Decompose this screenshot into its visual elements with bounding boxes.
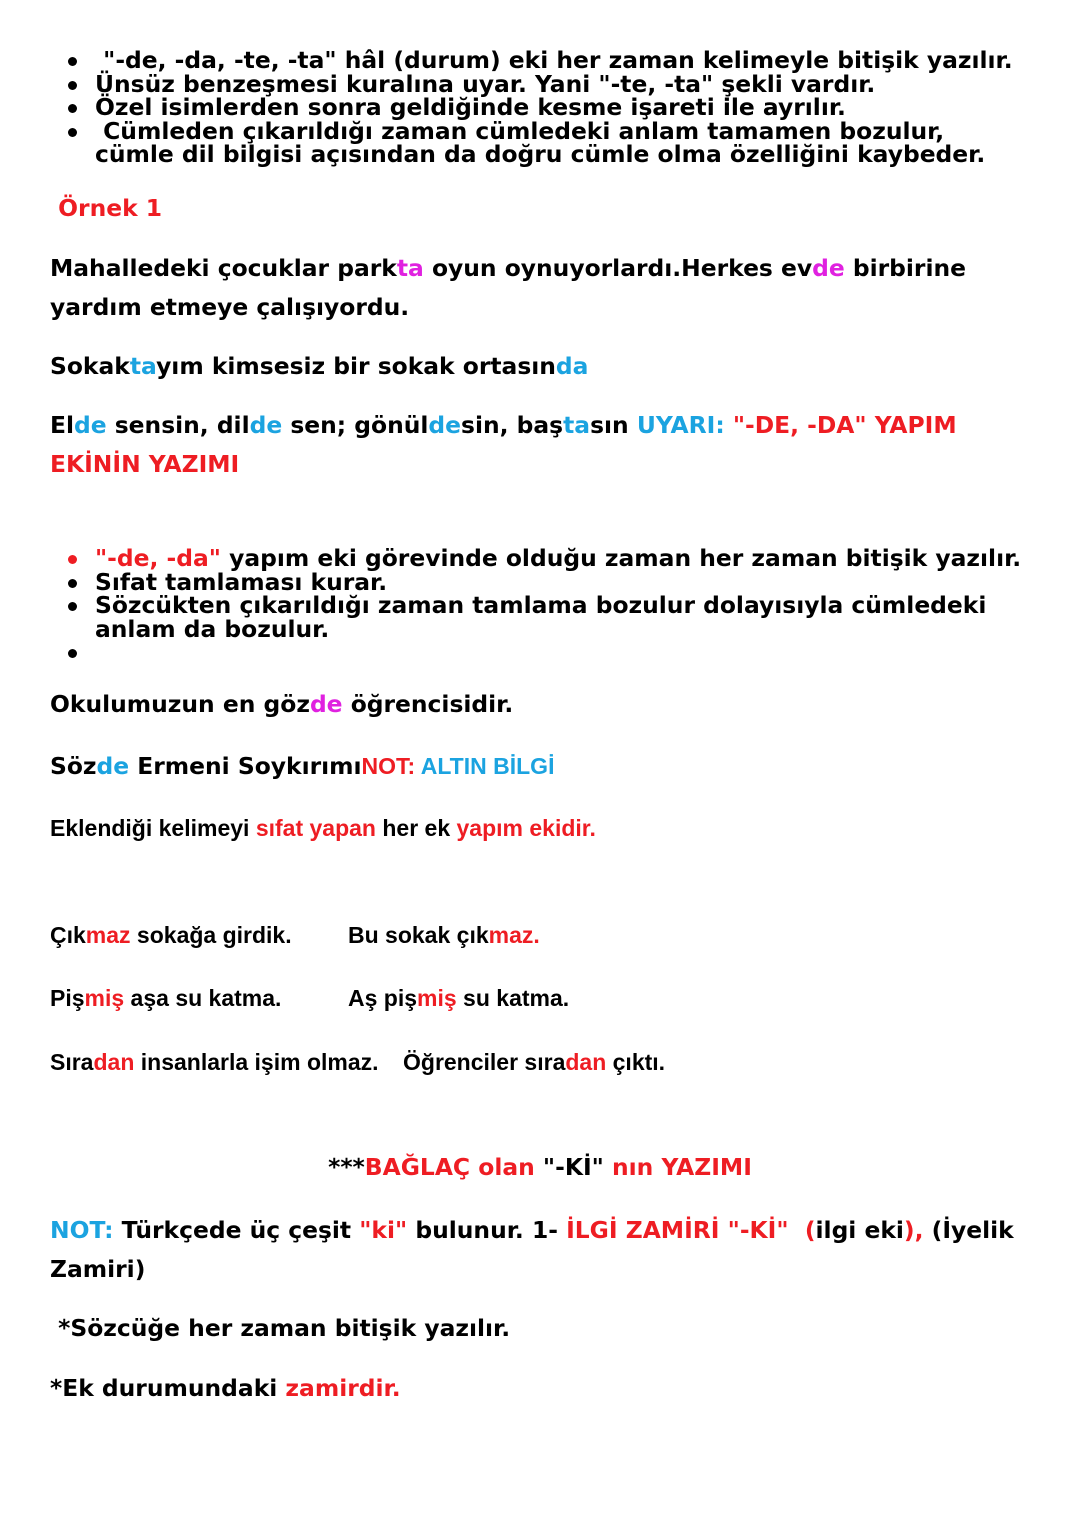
hal-eki-rule-3 bbox=[0, 93, 1080, 121]
example-sentence-gozde bbox=[50, 690, 514, 718]
yapim-eki-rule-3-text-line-1: Sözcükten çıkarıldığı zaman tamlama bozulur dolayısıyla cümledeki bbox=[95, 591, 987, 619]
sentence-text: insanlarla işim olmaz. bbox=[134, 1049, 379, 1075]
comparison-row-3-other bbox=[403, 1051, 665, 1075]
yapim-eki-rules-list bbox=[0, 544, 1080, 665]
comparison-row-2-adjective bbox=[50, 987, 281, 1011]
sentence-text: El bbox=[50, 411, 74, 439]
bullet-icon bbox=[68, 555, 77, 564]
yapim-eki-rule-2-text: Sıfat tamlaması kurar. bbox=[95, 567, 388, 596]
sentence-text: sen; gönül bbox=[282, 411, 429, 439]
bullet-icon bbox=[68, 57, 77, 66]
suffix-highlight: de bbox=[74, 411, 107, 439]
heading-text: *** bbox=[328, 1153, 365, 1181]
sentence-text: çıktı. bbox=[606, 1049, 666, 1075]
hal-eki-rules-list bbox=[0, 46, 1080, 168]
section-heading: "-DE, -DA" YAPIM bbox=[724, 411, 957, 439]
hal-eki-rule-4 bbox=[0, 116, 1080, 168]
sentence-text: yım kimsesiz bir sokak ortasın bbox=[156, 352, 556, 380]
sentence-text: Bu sokak çık bbox=[348, 922, 489, 948]
bullet-icon bbox=[68, 128, 77, 137]
suffix-highlight: de bbox=[249, 411, 283, 439]
bullet-icon bbox=[68, 104, 77, 113]
sentence-text: Okulumuzun en göz bbox=[50, 690, 310, 718]
ki-types-note-line-2: Zamiri) bbox=[50, 1254, 146, 1283]
sentence-text: sokağa girdik. bbox=[130, 922, 292, 948]
suffix-highlight: dan bbox=[565, 1049, 607, 1075]
ki-rule-1: *Sözcüğe her zaman bitişik yazılır. bbox=[50, 1314, 511, 1342]
suffix-highlight: miş bbox=[84, 985, 125, 1011]
rule-highlight: yapım ekidir. bbox=[456, 815, 596, 841]
sentence-text: Mahalledeki çocuklar park bbox=[50, 254, 397, 282]
rule-highlight: zamirdir. bbox=[285, 1374, 401, 1402]
hal-eki-rule-3-text: Özel isimlerden sonra geldiğinde kesme işareti ile ayrılır. bbox=[95, 93, 846, 121]
baglac-ki-heading bbox=[0, 1153, 1080, 1181]
suffix-highlight: dan bbox=[93, 1049, 135, 1075]
suffix-highlight: ta bbox=[129, 352, 157, 380]
hal-eki-rule-4-text-line-2: cümle dil bilgisi açısından da doğru cümle olma özelliğini kaybeder. bbox=[95, 140, 986, 168]
example-sentence-park bbox=[50, 254, 966, 321]
hal-eki-rule-4-text-line-1: Cümleden çıkarıldığı zaman cümledeki anlam tamamen bozulur, bbox=[95, 116, 945, 145]
example-sentence-sokak bbox=[50, 352, 589, 380]
sentence-text: sın bbox=[590, 411, 637, 439]
ki-types-note bbox=[50, 1216, 1014, 1283]
suffix-highlight: de bbox=[812, 254, 845, 282]
bullet-icon bbox=[68, 81, 77, 90]
suffix-highlight: de bbox=[428, 411, 462, 439]
note-text: Türkçede üç çeşit bbox=[113, 1216, 360, 1244]
altin-bilgi-rule bbox=[50, 817, 596, 841]
comparison-row-3-adjective bbox=[50, 1051, 379, 1075]
note-highlight: ( bbox=[788, 1216, 816, 1244]
sentence-text: Sokak bbox=[50, 352, 130, 380]
warning-label: UYARI: bbox=[636, 411, 725, 439]
note-label: NOT: bbox=[361, 753, 421, 779]
note-label: NOT: bbox=[50, 1216, 114, 1244]
bullet-icon bbox=[68, 649, 77, 658]
example-sentence-park-line-1 bbox=[50, 254, 966, 282]
sentence-text: Söz bbox=[50, 752, 97, 780]
suffix-highlight: ta bbox=[396, 254, 424, 282]
sentence-text: sin, baş bbox=[461, 411, 564, 439]
note-text: (İyelik bbox=[923, 1216, 1014, 1244]
yapim-eki-rule-1 bbox=[0, 544, 1080, 572]
rule-text: her ek bbox=[375, 815, 457, 841]
section-heading-continued: EKİNİN YAZIMI bbox=[50, 449, 240, 478]
suffix-highlight: maz. bbox=[488, 922, 540, 948]
rule-text: Eklendiği kelimeyi bbox=[50, 815, 256, 841]
example-sentence-park-line-2: yardım etmeye çalışıyordu. bbox=[50, 292, 410, 321]
note-text: ilgi eki bbox=[815, 1216, 904, 1244]
suffix-highlight: de bbox=[96, 752, 130, 780]
suffix-highlight: "-de, -da" bbox=[95, 544, 221, 572]
bullet-icon bbox=[68, 602, 77, 611]
heading-text: "-Kİ" bbox=[534, 1153, 612, 1181]
comparison-row-1-other bbox=[348, 924, 540, 948]
suffix-highlight: maz bbox=[85, 922, 131, 948]
note-highlight: ), bbox=[903, 1216, 924, 1244]
note-title: ALTIN BİLGİ bbox=[420, 753, 555, 779]
example-sentence-elde-line bbox=[50, 411, 957, 439]
note-text: bulunur. 1- bbox=[407, 1216, 567, 1244]
ki-types-note-line-1 bbox=[50, 1216, 1014, 1244]
hal-eki-rule-2-text: Ünsüz benzeşmesi kuralına uyar. Yani "-te, -ta" şekli vardır. bbox=[95, 69, 876, 98]
sentence-text: Sıra bbox=[50, 1049, 94, 1075]
sentence-text: oyun oynuyorlardı.Herkes ev bbox=[423, 254, 813, 282]
note-highlight: İLGİ ZAMİRİ "-Kİ" bbox=[566, 1216, 789, 1244]
rule-text: *Ek durumundaki bbox=[50, 1374, 286, 1402]
hal-eki-rule-1 bbox=[0, 46, 1080, 74]
example-title: Örnek 1 bbox=[50, 194, 163, 222]
suffix-highlight: de bbox=[309, 690, 343, 718]
sentence-text: su katma. bbox=[456, 985, 570, 1011]
rule-text: yapım eki görevinde olduğu zaman her zaman bitişik yazılır. bbox=[220, 544, 1022, 572]
comparison-row-1-adjective bbox=[50, 924, 292, 948]
bullet-icon bbox=[68, 579, 77, 588]
sentence-text: birbirine bbox=[844, 254, 966, 282]
sentence-text: Öğrenciler sıra bbox=[403, 1049, 566, 1075]
ki-rule-2 bbox=[50, 1374, 401, 1402]
sentence-text: Ermeni Soykırımı bbox=[129, 752, 362, 780]
yapim-eki-rule-1-text bbox=[95, 544, 1080, 572]
suffix-highlight: da bbox=[555, 352, 589, 380]
sentence-text: Çık bbox=[50, 922, 86, 948]
example-sentence-elde bbox=[50, 411, 957, 478]
sentence-text: öğrencisidir. bbox=[342, 690, 514, 718]
note-highlight: "ki" bbox=[359, 1216, 408, 1244]
yapim-eki-rule-3 bbox=[0, 591, 1080, 643]
suffix-highlight: ta bbox=[563, 411, 591, 439]
sentence-text: aşa su katma. bbox=[124, 985, 282, 1011]
hal-eki-rule-1-text: "-de, -da, -te, -ta" hâl (durum) eki her zaman kelimeyle bitişik yazılır. bbox=[95, 46, 1013, 74]
heading-highlight: BAĞLAÇ olan bbox=[364, 1153, 535, 1181]
comparison-row-2-other bbox=[348, 987, 569, 1011]
example-sentence-sozde bbox=[50, 752, 555, 780]
sentence-text: sensin, dil bbox=[106, 411, 250, 439]
heading-highlight: nın YAZIMI bbox=[611, 1153, 752, 1181]
rule-highlight: sıfat yapan bbox=[255, 815, 376, 841]
yapim-eki-rule-3-text-line-2: anlam da bozulur. bbox=[95, 614, 330, 643]
suffix-highlight: miş bbox=[417, 985, 457, 1011]
yapim-eki-rule-empty bbox=[0, 641, 1080, 665]
sentence-text: Aş piş bbox=[348, 985, 418, 1011]
sentence-text: Piş bbox=[50, 985, 85, 1011]
